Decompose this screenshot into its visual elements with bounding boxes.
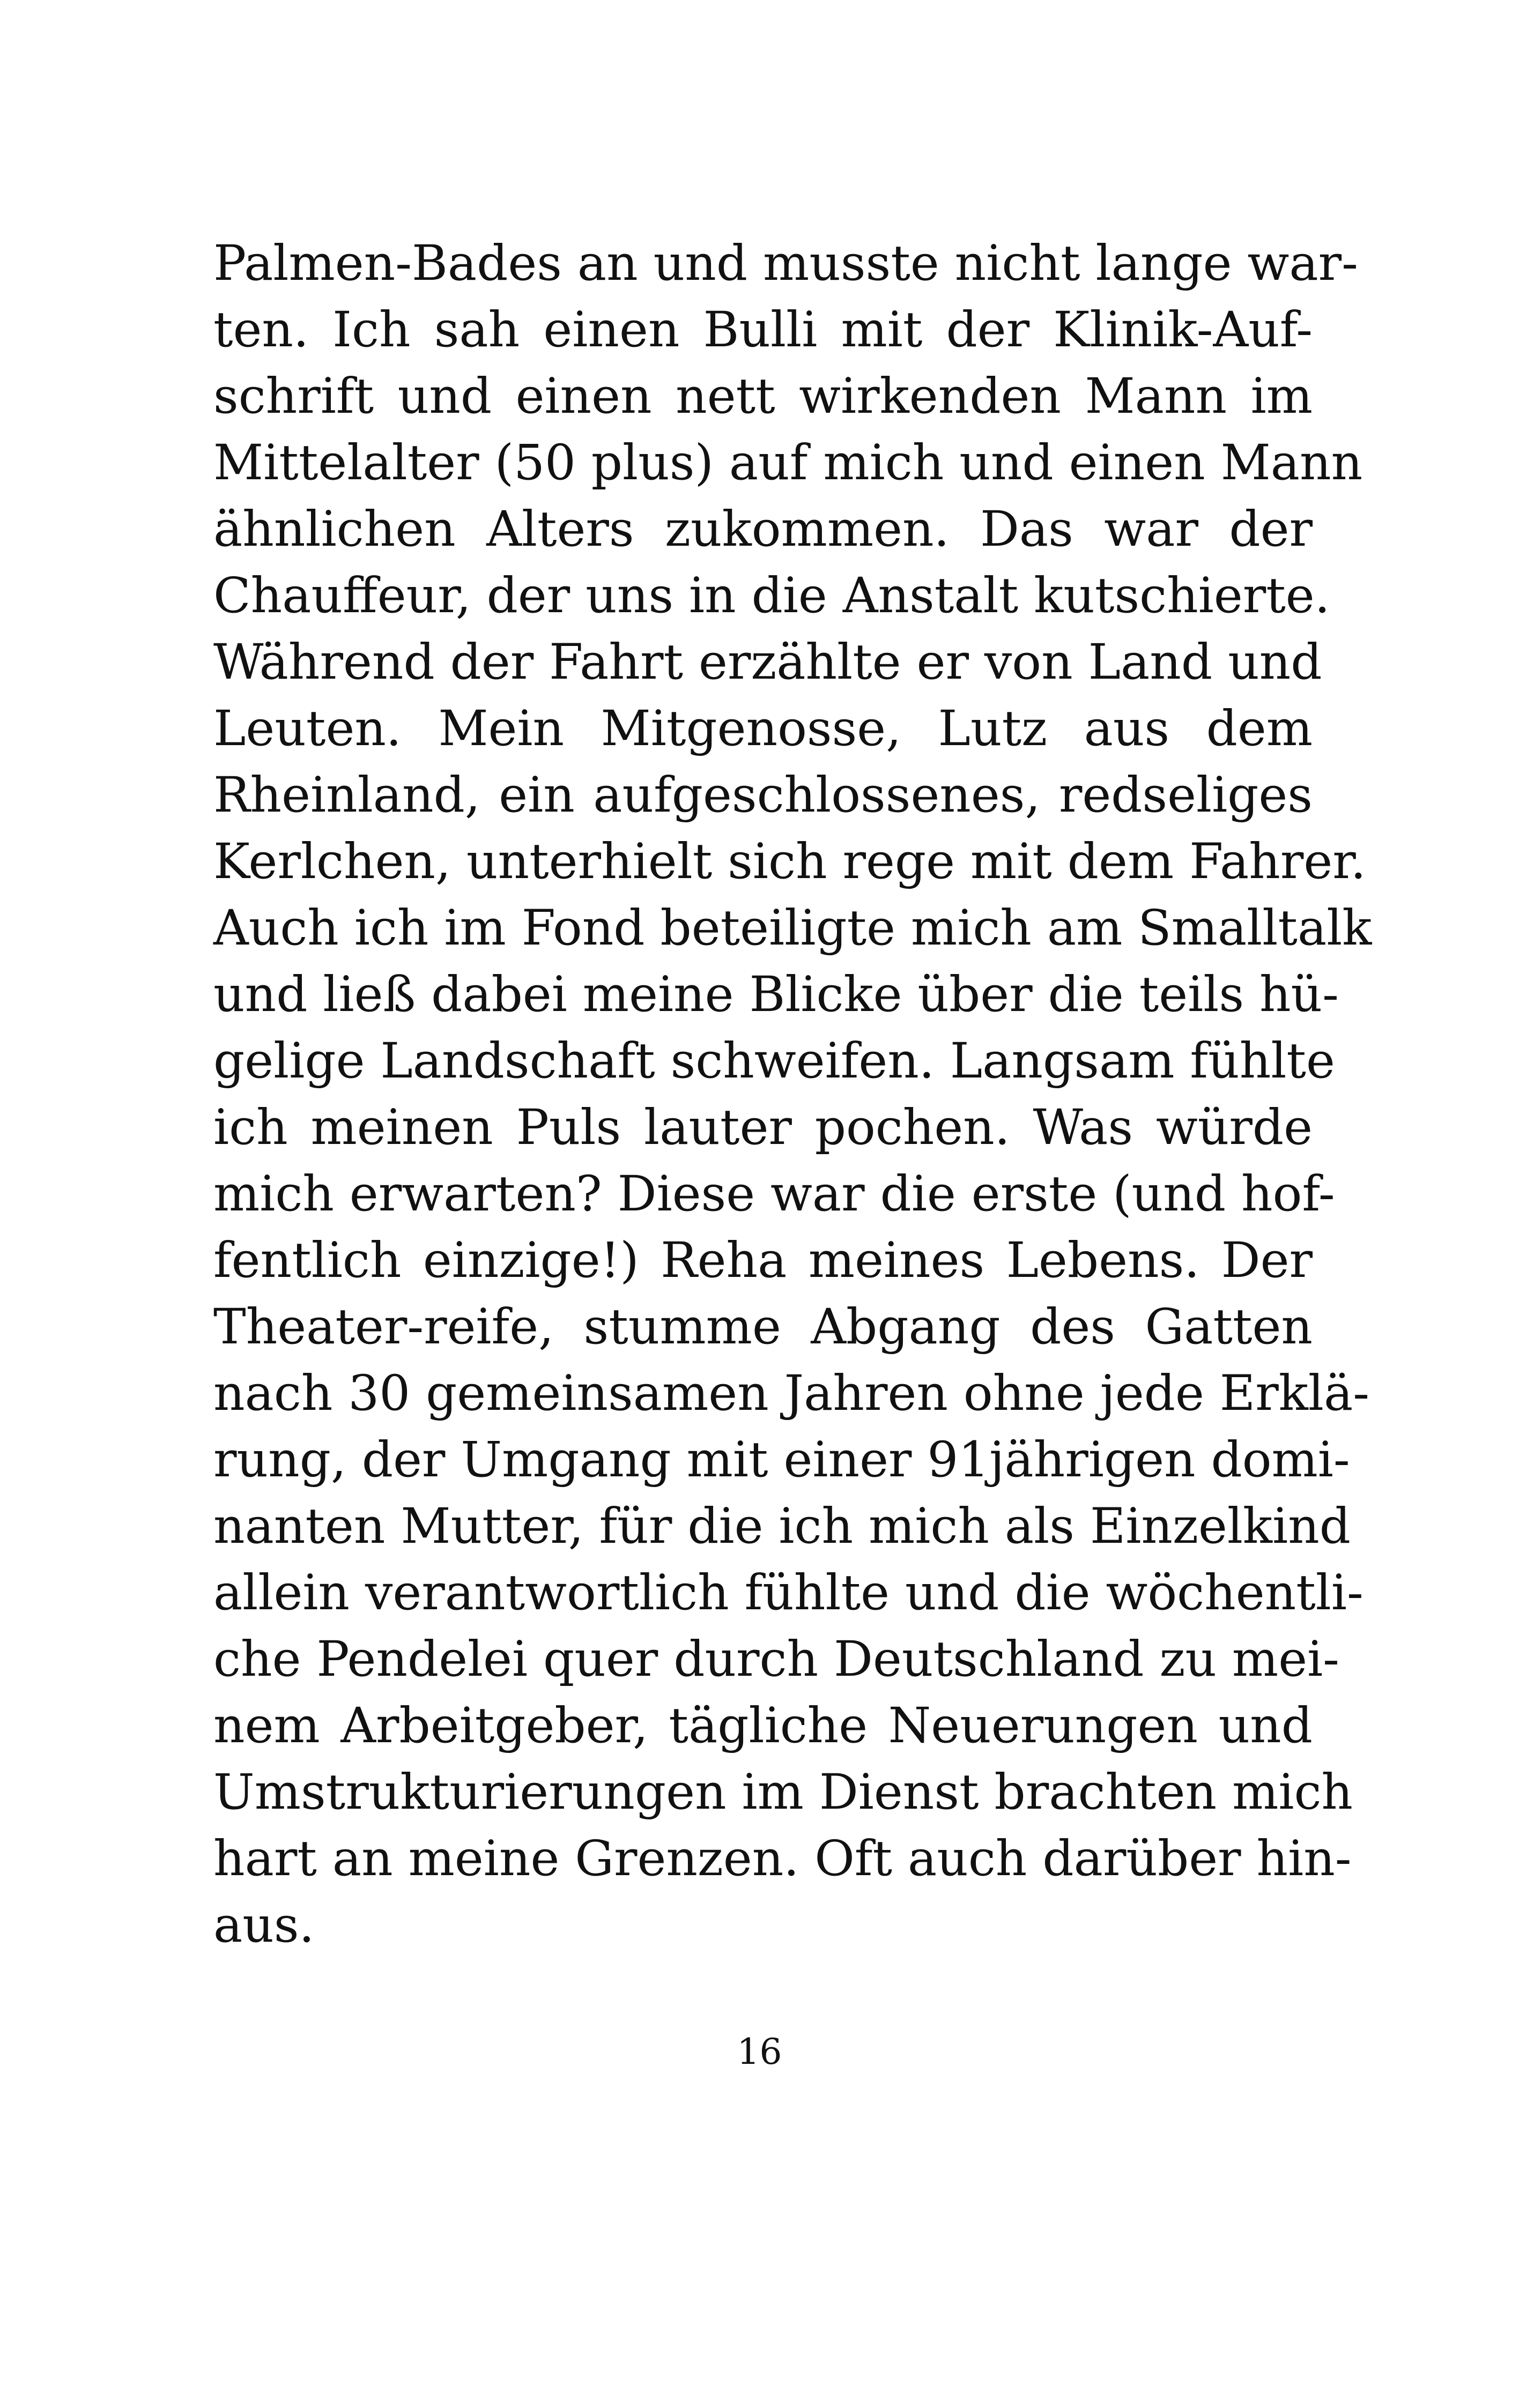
text-line: schrift und einen nett wirkenden Mann im — [213, 368, 1313, 425]
text-line: ich meinen Puls lauter pochen. Was würde — [213, 1099, 1313, 1156]
text-line: Umstrukturierungen im Dienst brachten mich — [213, 1764, 1353, 1820]
text-line: hart an meine Grenzen. Oft auch darüber hin- — [213, 1831, 1352, 1887]
text-line: Palmen-Bades an und musste nicht lange war- — [213, 235, 1358, 292]
text-line: Leuten. Mein Mitgenosse, Lutz aus dem — [213, 701, 1313, 757]
text-line: Kerlchen, unterhielt sich rege mit dem Fahrer. — [213, 834, 1366, 890]
text-line: che Pendelei quer durch Deutschland zu mei- — [213, 1631, 1339, 1688]
text-line: allein verantwortlich fühlte und die wöchentli- — [213, 1565, 1364, 1621]
text-line: Mittelalter (50 plus) auf mich und einen Mann — [213, 435, 1363, 491]
text-line: nanten Mutter, für die ich mich als Einzelkind — [213, 1498, 1351, 1555]
page-number: 16 — [737, 2031, 782, 2072]
text-line: ähnlichen Alters zukommen. Das war der — [213, 501, 1313, 558]
text-line: und ließ dabei meine Blicke über die teils hü- — [213, 967, 1339, 1023]
text-line: Auch ich im Fond beteiligte mich am Smalltalk — [213, 900, 1372, 956]
text-line: Theater-reife, stumme Abgang des Gatten — [213, 1299, 1313, 1355]
text-line: Während der Fahrt erzählte er von Land und — [213, 634, 1322, 690]
text-line: nach 30 gemeinsamen Jahren ohne jede Erklä- — [213, 1365, 1369, 1422]
text-line: fentlich einzige!) Reha meines Lebens. Der — [213, 1232, 1313, 1289]
body-text — [213, 231, 1372, 1959]
text-line-last: aus. — [213, 1897, 315, 1953]
text-line: Chauffeur, der uns in die Anstalt kutschierte. — [213, 568, 1330, 624]
text-line: rung, der Umgang mit einer 91jährigen domi- — [213, 1432, 1350, 1488]
text-line: Rheinland, ein aufgeschlossenes, redseliges — [213, 767, 1313, 823]
text-line: gelige Landschaft schweifen. Langsam fühlte — [213, 1033, 1335, 1089]
text-line: ten. Ich sah einen Bulli mit der Klinik-Auf- — [213, 302, 1313, 358]
text-line: nem Arbeitgeber, tägliche Neuerungen und — [213, 1698, 1313, 1754]
text-line: mich erwarten? Diese war die erste (und hof- — [213, 1166, 1335, 1222]
